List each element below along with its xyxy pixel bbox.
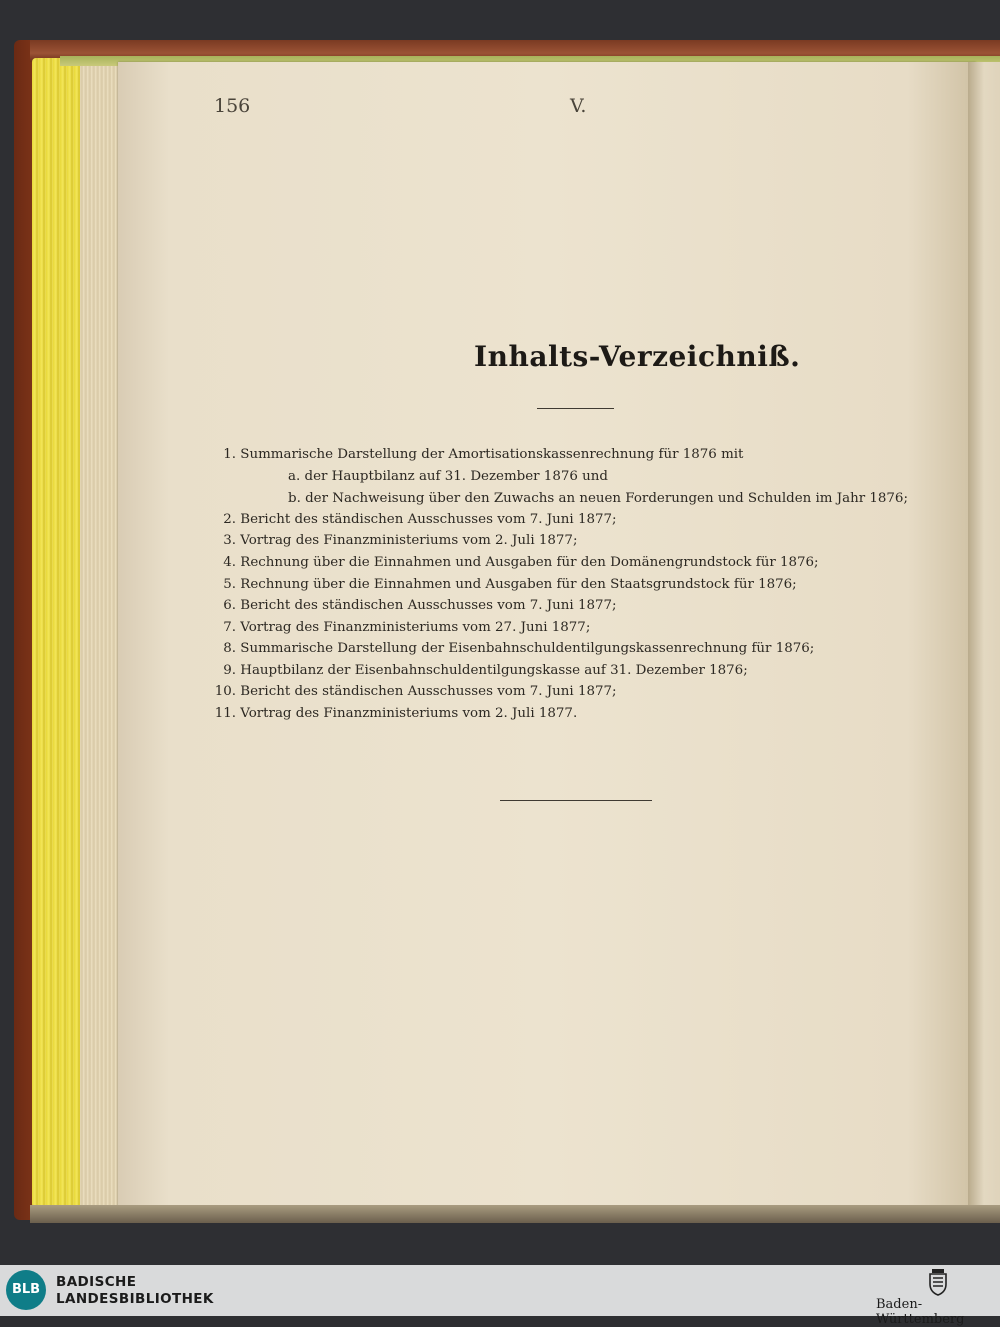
toc-item-number: 11. (214, 706, 236, 721)
toc-item-number: 6. (223, 598, 236, 613)
coat-of-arms-icon (928, 1268, 948, 1296)
toc-item-text: Bericht des ständischen Ausschusses vom 7. Juni 1877; (240, 684, 617, 699)
toc-item-text: Summarische Darstellung der Amortisationskassenrechnung für 1876 mit (240, 447, 744, 462)
toc-item (218, 598, 617, 613)
toc-item-number: 8. (223, 641, 236, 656)
toc-item (218, 620, 590, 635)
toc-item-text: Hauptbilanz der Eisenbahnschuldentilgungskasse auf 31. Dezember 1876; (240, 663, 748, 678)
toc-item (218, 641, 814, 656)
library-name[interactable] (56, 1274, 214, 1308)
toc-item-number: 1. (223, 447, 236, 462)
toc-item-text: a. der Hauptbilanz auf 31. Dezember 1876 und (288, 469, 608, 484)
toc-item-text: Vortrag des Finanzministeriums vom 2. Juli 1877. (240, 706, 578, 721)
toc-item-number: 4. (223, 555, 236, 570)
toc-item-number: 7. (223, 620, 236, 635)
toc-item (218, 533, 577, 548)
library-name-line1: BADISCHE (56, 1274, 137, 1290)
toc-item-number: 2. (223, 512, 236, 527)
end-rule (500, 800, 652, 801)
toc-item-number: 10. (214, 684, 236, 699)
toc-item-text: Vortrag des Finanzministeriums vom 2. Juli 1877; (240, 533, 578, 548)
blb-logo[interactable]: BLB (6, 1270, 46, 1310)
toc-item (211, 706, 577, 721)
facing-page-edge (968, 62, 1000, 1212)
title-rule (537, 408, 614, 409)
bw-label[interactable]: Baden-Württemberg (876, 1297, 965, 1327)
toc-item (218, 555, 819, 570)
toc-item (218, 447, 743, 462)
toc-item-text: Vortrag des Finanzministeriums vom 27. Juni 1877; (240, 620, 591, 635)
toc-item-text: Rechnung über die Einnahmen und Ausgaben für den Domänengrundstock für 1876; (240, 555, 819, 570)
toc-item-number: 9. (223, 663, 236, 678)
toc-item (288, 491, 908, 506)
footer-bar (0, 1265, 1000, 1327)
toc-item-text: Bericht des ständischen Ausschusses vom 7. Juni 1877; (240, 512, 617, 527)
page-bottom-edge (30, 1205, 1000, 1223)
toc-item-number: 5. (223, 577, 236, 592)
page-title: Inhalts-Verzeichniß. (474, 340, 801, 373)
toc-item (288, 469, 608, 484)
toc-item (218, 663, 748, 678)
toc-item-text: Summarische Darstellung der Eisenbahnschuldentilgungskassenrechnung für 1876; (240, 641, 815, 656)
toc-item-text: b. der Nachweisung über den Zuwachs an neuen Forderungen und Schulden im Jahr 1876; (288, 491, 908, 506)
toc-item (218, 577, 797, 592)
toc-item-text: Rechnung über die Einnahmen und Ausgaben für den Staatsgrundstock für 1876; (240, 577, 797, 592)
library-name-line2: LANDESBIBLIOTHEK (56, 1291, 214, 1307)
toc-item-text: Bericht des ständischen Ausschusses vom 7. Juni 1877; (240, 598, 617, 613)
toc-item (218, 512, 617, 527)
page-number: 156 (214, 95, 251, 117)
book-page (118, 62, 976, 1212)
page-heading: V. (570, 95, 587, 117)
toc-item-number: 3. (223, 533, 236, 548)
toc-item (211, 684, 617, 699)
